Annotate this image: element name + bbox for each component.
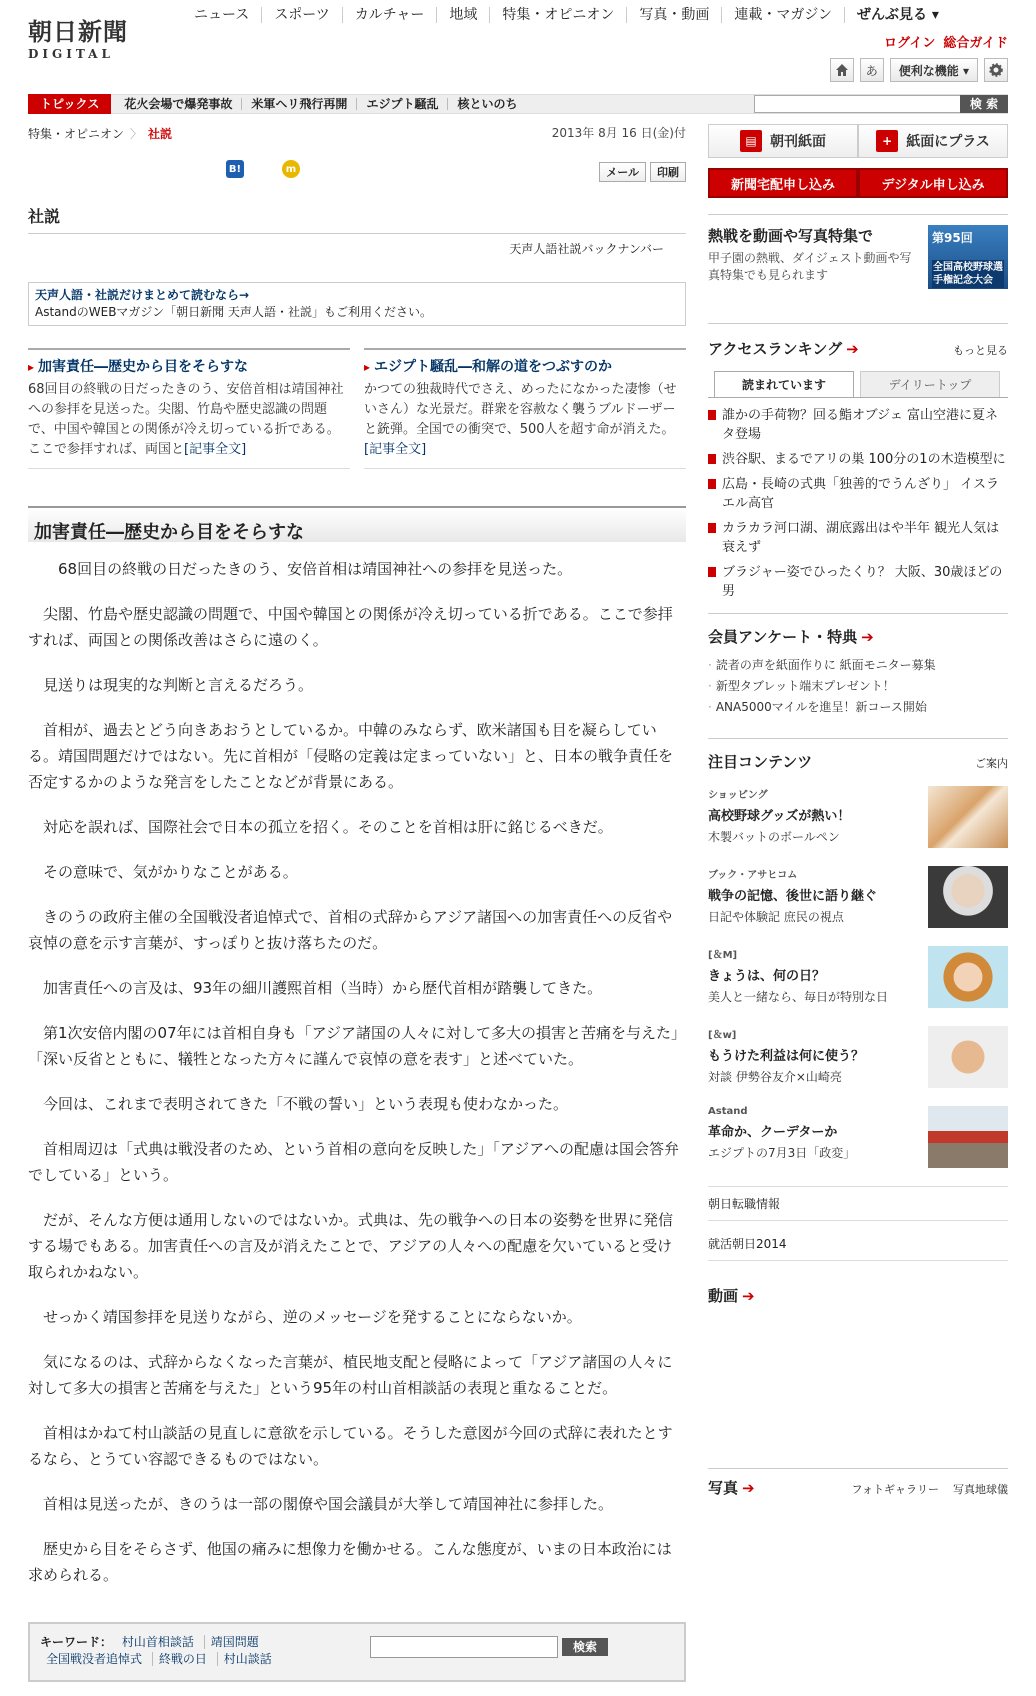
section-title: 社説: [28, 202, 686, 234]
logo-sub: DIGITAL: [28, 47, 114, 61]
arrow-right-icon: ➔: [742, 1479, 755, 1497]
main-column: [28, 124, 686, 1666]
plus-icon: +: [876, 130, 898, 152]
nav-opinion[interactable]: 特集・オピニオン: [489, 7, 626, 23]
article-paragraph: 首相はかねて村山談話の見直しに意欲を示している。そうした意図が今回の式辞に表れたとするなら、とうてい容認できるものではない。: [28, 1424, 673, 1468]
nav-news[interactable]: ニュース: [194, 7, 250, 23]
guide-link[interactable]: 総合ガイド: [943, 36, 1008, 51]
survey-item[interactable]: · 新型タブレット端末プレゼント！: [708, 679, 895, 693]
photo-gallery-link[interactable]: フォトギャラリー: [851, 1483, 939, 1496]
article-paragraph: 第1次安倍内閣の07年には首相自身も「アジア諸国の人々に対して多大の損害と苦痛を与えた」「深い反省とともに、犠牲となった方々に謹んで哀悼の意を表す」と述べていた。: [28, 1024, 679, 1068]
tab-daily-top[interactable]: デイリートップ: [860, 371, 1000, 397]
subscribe-buttons: [708, 168, 1008, 198]
delivery-signup-button[interactable]: 新聞宅配申し込み: [708, 168, 858, 198]
nav-magazine[interactable]: 連載・マガジン: [721, 7, 844, 23]
koshien-text: 甲子園の熱戦、ダイジェスト動画や写真特集でも見られます: [708, 251, 912, 282]
article-paragraph: 加害責任への言及は、93年の細川護熙首相（当時）から歴代首相が踏襲してきた。: [43, 979, 603, 997]
nav-all[interactable]: ぜんぶ見る ▾: [844, 7, 951, 23]
video-title[interactable]: 動画 ➔: [708, 1287, 755, 1305]
keyword-link[interactable]: 村山談話: [217, 1652, 278, 1666]
article-paragraph: きのうの政府主催の全国戦没者追悼式で、首相の式辞からアジア諸国への加害責任への反省や哀悼の意を示す言葉が、すっぽりと抜け落ちたのだ。: [28, 908, 673, 952]
arrow-right-icon: ➔: [861, 628, 874, 646]
article-paragraph: 歴史から目をそらさず、他国の痛みに想像力を働かせる。こんな態度が、いまの日本政治には求められる。: [28, 1540, 672, 1584]
keyword-link[interactable]: 終戦の日: [152, 1652, 213, 1666]
promo-box: [28, 282, 686, 326]
article-paragraph: だが、そんな方便は通用しないのではないか。式典は、先の戦争への日本の姿勢を世界に発信する場でもある。加害責任への言及が消えたことで、アジアの人々への配慮を欠いていると受け取られかねない。: [28, 1211, 674, 1281]
breadcrumb-current: 社説: [148, 126, 173, 141]
shukatsu-link[interactable]: 就活朝日2014: [708, 1227, 1008, 1261]
featured-header: [708, 751, 1008, 772]
keyword-link[interactable]: 全国戦没者追悼式: [46, 1652, 143, 1666]
print-button[interactable]: 印刷: [650, 162, 686, 182]
backnumber-link[interactable]: 社説バックナンバー: [557, 242, 664, 256]
featured-guide-link[interactable]: ご案内: [975, 757, 1008, 770]
keyword-label: キーワード：: [40, 1635, 113, 1649]
ranking-header: [708, 338, 1008, 359]
portrait-thumbnail: [928, 866, 1008, 928]
arrow-icon: ▸: [364, 360, 371, 374]
convenient-menu-button[interactable]: 便利な機能 ▾: [890, 58, 978, 82]
article-headline: 加害責任―歴史から目をそらすな: [28, 506, 686, 542]
article-paragraph: 尖閣、竹島や歴史認識の問題で、中国や韓国との関係が冷え切っている折である。ここで参拝すれば、両国との関係改善はさらに遠のく。: [28, 605, 673, 649]
breadcrumb-parent[interactable]: 特集・オピニオン: [28, 126, 125, 141]
lead-editorial-1: [28, 348, 350, 469]
paper-buttons: [708, 124, 1008, 158]
koshien-title: 熱戦を動画や写真特集で: [708, 227, 874, 245]
featured-item[interactable]: [＆M] きょうは、何の日？ 美人と一緒なら、毎日が特別な日: [708, 946, 1008, 1008]
ranking-title[interactable]: アクセスランキング ➔: [708, 340, 859, 358]
tab-most-read[interactable]: 読まれています: [714, 371, 854, 397]
ranking-list: [708, 406, 1008, 601]
logo-main: 朝日新聞: [28, 17, 128, 46]
tenseijingo-link[interactable]: 天声人語: [509, 242, 558, 256]
tenshoku-link[interactable]: 朝日転職情報: [708, 1186, 1008, 1221]
lead-text: 68回目の終戦の日だったきのう、安倍首相は靖国神社への参拝を見送った。尖閣、竹島や歴史認識の問題で、中国や韓国との関係が冷え切っている折である。ここで参拝すれば、両国と[記事全文]: [28, 382, 344, 457]
home-icon[interactable]: [830, 58, 854, 82]
hatena-bookmark-icon[interactable]: B!: [226, 160, 244, 178]
keyword-search-button[interactable]: 検索: [562, 1638, 608, 1656]
arrow-icon: ▸: [28, 360, 35, 374]
paper-plus-button[interactable]: + 紙面にプラス: [858, 124, 1008, 158]
topic-item[interactable]: エジプト騒乱: [356, 98, 447, 110]
utility-bar: [830, 58, 1008, 82]
photo-header: [708, 1477, 1008, 1498]
survey-title[interactable]: 会員アンケート・特典 ➔: [708, 628, 874, 646]
topic-item[interactable]: 米軍ヘリ飛行再開: [241, 98, 356, 110]
lead-text: かつての独裁時代でさえ、めったになかった凄惨（せいさん）な光景だ。群衆を容赦なく襲うブルドーザーと銃弾。全国での衝突で、500人を超す命が消えた。[記事全文]: [364, 382, 677, 457]
pen-thumbnail: [928, 786, 1008, 848]
article-paragraph: 対応を誤れば、国際社会で日本の孤立を招く。そのことを首相は肝に銘じるべきだ。: [43, 818, 613, 836]
ranking-more-link[interactable]: もっと見る: [953, 344, 1008, 357]
featured-item[interactable]: Astand 革命か、クーデターか エジプトの7月3日「政変」: [708, 1106, 1008, 1168]
mail-print-tools: [599, 162, 686, 182]
breadcrumb-separator: 〉: [130, 126, 143, 141]
search-button[interactable]: 検 索: [960, 95, 1008, 113]
full-article-link[interactable]: [記事全文]: [184, 442, 247, 457]
font-size-button[interactable]: あ: [860, 58, 884, 82]
nav-sports[interactable]: スポーツ: [261, 7, 341, 23]
koshien-promo[interactable]: [708, 225, 1008, 289]
article-paragraph: 首相周辺は「式典は戦没者のため、という首相の意向を反映した」「アジアへの配慮は国会答弁でしている」という。: [28, 1140, 680, 1184]
protest-thumbnail: [928, 1106, 1008, 1168]
photo-world-link[interactable]: 写真地球儀: [953, 1483, 1008, 1496]
login-link[interactable]: ログイン: [884, 36, 936, 51]
featured-title: 注目コンテンツ: [708, 753, 813, 771]
photo-title[interactable]: 写真 ➔: [708, 1479, 755, 1497]
article-paragraph: せっかく靖国参拝を見送りながら、逆のメッセージを発することにならないか。: [43, 1308, 582, 1326]
nav-photo-video[interactable]: 写真・動画: [626, 7, 721, 23]
lead-editorial-2: [364, 348, 686, 469]
section-sublinks: [509, 240, 664, 257]
newspaper-icon: ▤: [740, 130, 762, 152]
topics-label: トピックス: [28, 94, 111, 114]
mail-button[interactable]: メール: [599, 162, 646, 182]
article-paragraph: 気になるのは、式辞からなくなった言葉が、植民地支配と侵略によって「アジア諸国の人々に対して多大の損害と苦痛を与えた」という95年の村山首相談話の表現と重なることだ。: [28, 1353, 673, 1397]
lead-title[interactable]: ▸ エジプト騒乱―和解の道をつぶすのか: [364, 359, 613, 375]
user-links: [884, 32, 1008, 51]
keyword-link[interactable]: 靖国問題: [204, 1635, 265, 1649]
arrow-right-icon: ➔: [742, 1287, 755, 1305]
promo-heading-link[interactable]: 天声人語・社説だけまとめて読むなら→: [35, 288, 250, 302]
ranking-item[interactable]: 誰かの手荷物？回る鮨オブジェ 富山空港に夏ネタ登場: [708, 406, 1008, 444]
article-paragraph: 今回は、これまで表明されてきた「不戦の誓い」という表現も使わなかった。: [43, 1095, 569, 1113]
ranking-item[interactable]: 広島・長崎の式典「独善的でうんざり」 イスラエル高官: [708, 475, 1008, 513]
publish-date: 2013年 8月 16 日(金)付: [551, 126, 686, 140]
ranking-tabs: [708, 371, 1008, 398]
koshien-badge: 第95回 全国高校野球選手権記念大会: [928, 225, 1008, 289]
survey-list: [708, 655, 1008, 718]
global-nav: [180, 4, 951, 26]
promo-body: AstandのWEBマガジン「朝日新聞 天声人語・社説」もご利用ください。: [35, 305, 432, 319]
keyword-box: [28, 1622, 686, 1682]
portrait-thumbnail: [928, 1026, 1008, 1088]
share-buttons: [226, 160, 300, 178]
topic-item[interactable]: 花火会場で爆発事故: [124, 97, 233, 111]
article-body: [28, 556, 686, 1607]
ranking-item[interactable]: 渋谷駅、まるでアリの巣 100分の1の木造模型に: [708, 450, 1008, 469]
sidebar: [708, 124, 1008, 1498]
article-paragraph: 68回目の終戦の日だったきのう、安倍首相は靖国神社への参拝を見送った。: [58, 560, 573, 578]
lead-title[interactable]: ▸ 加害責任―歴史から目をそらすな: [28, 359, 249, 375]
mixi-icon[interactable]: m: [282, 160, 300, 178]
featured-item[interactable]: ショッピング 高校野球グッズが熱い！ 木製バットのボールペン: [708, 786, 1008, 848]
portrait-thumbnail: [928, 946, 1008, 1008]
digital-signup-button[interactable]: デジタル申し込み: [858, 168, 1008, 198]
gear-icon[interactable]: [984, 58, 1008, 82]
ranking-item[interactable]: カラカラ河口湖、湖底露出はや半年 観光人気は衰えず: [708, 519, 1008, 557]
article-paragraph: その意味で、気がかりなことがある。: [43, 863, 298, 881]
featured-item[interactable]: [＆w] もうけた利益は何に使う？ 対談 伊勢谷友介×山崎亮: [708, 1026, 1008, 1088]
survey-item[interactable]: · 読者の声を紙面作りに 紙面モニター募集: [708, 658, 936, 672]
topic-item[interactable]: 核といのち: [447, 98, 526, 110]
search-input[interactable]: [754, 95, 994, 113]
article-paragraph: 見送りは現実的な判断と言えるだろう。: [43, 676, 314, 694]
site-logo[interactable]: [28, 18, 148, 61]
survey-item[interactable]: · ANA5000マイルを進呈！新コース開始: [708, 700, 927, 714]
morning-paper-button[interactable]: ▤ 朝刊紙面: [708, 124, 858, 158]
article-paragraph: 首相が、過去とどう向きあおうとしているか。中韓のみならず、欧米諸国も目を凝らしている。靖国問題だけではない。先に首相が「侵略の定義は定まっていない」と、日本の戦争責任を否定するかのような発言をしたことなどが背景にある。: [28, 721, 674, 791]
keyword-search-input[interactable]: [370, 1636, 558, 1658]
ranking-item[interactable]: ブラジャー姿でひったくり？ 大阪、30歳ほどの男: [708, 563, 1008, 601]
nav-region[interactable]: 地域: [436, 7, 489, 23]
featured-list: [708, 786, 1008, 1168]
full-article-link[interactable]: [記事全文]: [364, 442, 427, 457]
nav-culture[interactable]: カルチャー: [342, 7, 437, 23]
keyword-link[interactable]: 村山首相談話: [121, 1635, 194, 1649]
arrow-right-icon: ➔: [846, 340, 859, 358]
article-paragraph: 首相は見送ったが、きのうは一部の閣僚や国会議員が大挙して靖国神社に参拝した。: [43, 1495, 614, 1513]
featured-item[interactable]: ブック・アサヒコム 戦争の記憶、後世に語り継ぐ 日記や体験記 庶民の視点: [708, 866, 1008, 928]
